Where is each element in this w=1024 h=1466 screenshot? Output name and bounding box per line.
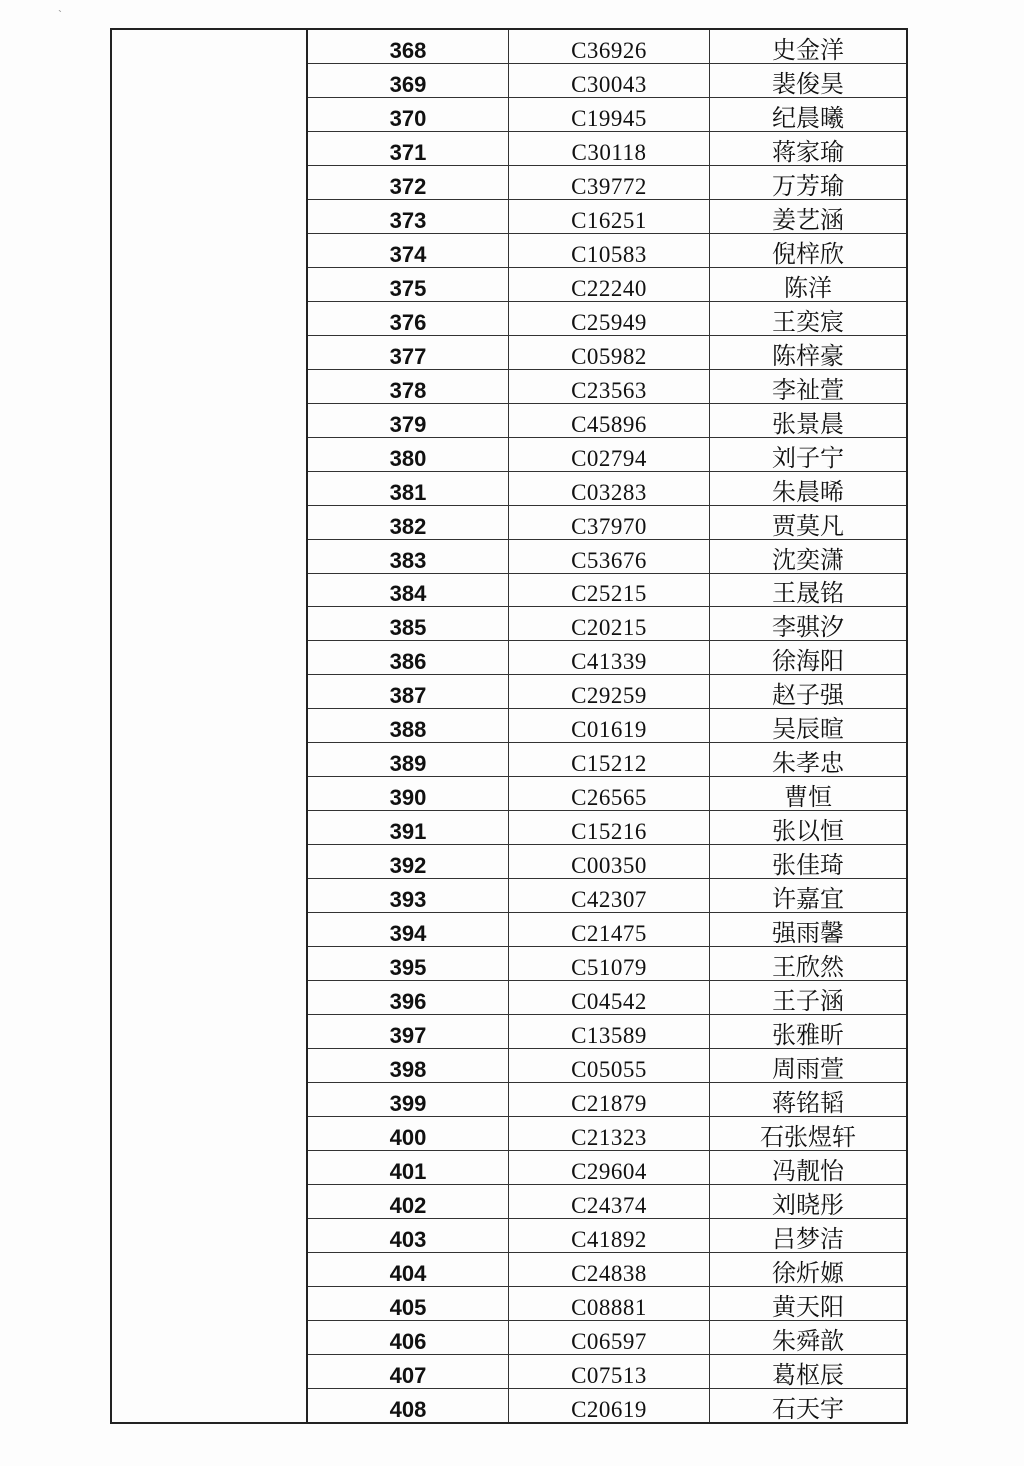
student-name: 李骐汐	[772, 613, 844, 642]
student-code: C37970	[509, 506, 710, 539]
row-number: 389	[308, 743, 509, 776]
student-code: C41892	[509, 1219, 710, 1252]
table-row	[308, 166, 906, 200]
table-row	[308, 1117, 906, 1151]
student-name: 许嘉宜	[772, 885, 844, 914]
student-name: 刘子宁	[772, 443, 844, 472]
student-name: 冯靓怡	[772, 1156, 844, 1185]
table-row	[308, 574, 906, 608]
row-number: 406	[308, 1321, 509, 1354]
student-table	[110, 28, 908, 1424]
row-number: 372	[308, 166, 509, 199]
table-row	[308, 302, 906, 336]
student-code: C30043	[509, 64, 710, 97]
table-row	[308, 1049, 906, 1083]
row-number: 392	[308, 845, 509, 878]
table-row	[308, 404, 906, 438]
table-row	[308, 913, 906, 947]
table-row	[308, 438, 906, 472]
student-code: C53676	[509, 540, 710, 573]
student-code: C36926	[509, 30, 710, 63]
student-name: 王欣然	[772, 953, 844, 982]
student-name: 石张煜轩	[760, 1122, 856, 1151]
row-number: 393	[308, 879, 509, 912]
row-number: 401	[308, 1151, 509, 1184]
student-code: C41339	[509, 641, 710, 674]
student-name: 陈洋	[784, 273, 832, 302]
row-number: 379	[308, 404, 509, 437]
row-number: 370	[308, 98, 509, 131]
table-row	[308, 506, 906, 540]
table-row	[308, 1321, 906, 1355]
table-row	[308, 743, 906, 777]
student-code: C03283	[509, 472, 710, 505]
student-code: C29604	[509, 1151, 710, 1184]
row-number: 405	[308, 1287, 509, 1320]
student-code: C00350	[509, 845, 710, 878]
table-row	[308, 336, 906, 370]
student-name: 李祉萱	[772, 375, 844, 404]
table-row	[308, 370, 906, 404]
student-code: C05982	[509, 336, 710, 369]
student-name: 沈奕潇	[772, 545, 844, 574]
row-number: 376	[308, 302, 509, 335]
row-number: 371	[308, 132, 509, 165]
row-number: 383	[308, 540, 509, 573]
table-row	[308, 1219, 906, 1253]
row-number: 404	[308, 1253, 509, 1286]
row-number: 377	[308, 336, 509, 369]
student-code: C42307	[509, 879, 710, 912]
row-number: 375	[308, 268, 509, 301]
student-name: 陈梓豪	[772, 341, 844, 370]
table-row	[308, 1015, 906, 1049]
student-name: 石天宇	[772, 1394, 844, 1423]
student-code: C20215	[509, 607, 710, 640]
table-row	[308, 1287, 906, 1321]
table-row	[308, 947, 906, 981]
table-row	[308, 1355, 906, 1389]
table-row	[308, 981, 906, 1015]
student-code: C51079	[509, 947, 710, 980]
row-number: 378	[308, 370, 509, 403]
table-row	[308, 777, 906, 811]
row-number: 403	[308, 1219, 509, 1252]
student-code: C21323	[509, 1117, 710, 1150]
student-name: 张雅昕	[772, 1021, 844, 1050]
table-row	[308, 607, 906, 641]
row-number: 381	[308, 472, 509, 505]
student-code: C02794	[509, 438, 710, 471]
row-number: 374	[308, 234, 509, 267]
row-number: 400	[308, 1117, 509, 1150]
student-code: C13589	[509, 1015, 710, 1048]
student-code: C21879	[509, 1083, 710, 1116]
row-number: 387	[308, 675, 509, 708]
student-name: 朱晨晞	[772, 477, 844, 506]
student-name: 吴辰暄	[772, 715, 844, 744]
student-code: C06597	[509, 1321, 710, 1354]
student-name: 强雨馨	[772, 919, 844, 948]
student-code: C01619	[509, 709, 710, 742]
row-number: 397	[308, 1015, 509, 1048]
row-number: 391	[308, 811, 509, 844]
table-row	[308, 811, 906, 845]
student-code: C24838	[509, 1253, 710, 1286]
student-code: C07513	[509, 1355, 710, 1388]
student-name: 王晟铭	[772, 579, 844, 608]
table-row	[308, 641, 906, 675]
student-code: C25215	[509, 574, 710, 607]
row-number: 385	[308, 607, 509, 640]
student-code: C24374	[509, 1185, 710, 1218]
student-code: C21475	[509, 913, 710, 946]
row-number: 407	[308, 1355, 509, 1388]
table-body	[308, 30, 906, 1422]
table-row	[308, 200, 906, 234]
row-number: 408	[308, 1389, 509, 1422]
student-name: 刘晓彤	[772, 1190, 844, 1219]
table-row	[308, 30, 906, 64]
student-code: C45896	[509, 404, 710, 437]
table-row	[308, 64, 906, 98]
student-name: 周雨萱	[772, 1055, 844, 1084]
student-code: C25949	[509, 302, 710, 335]
student-name: 史金洋	[772, 35, 844, 64]
row-number: 399	[308, 1083, 509, 1116]
student-name: 蒋铭韬	[772, 1089, 844, 1117]
row-number: 384	[308, 574, 509, 607]
row-number: 402	[308, 1185, 509, 1218]
student-name: 王子涵	[772, 987, 844, 1016]
row-number: 380	[308, 438, 509, 471]
student-name: 倪梓欣	[772, 239, 844, 268]
table-row	[308, 1389, 906, 1422]
student-name: 贾莫凡	[772, 511, 844, 540]
table-row	[308, 98, 906, 132]
row-number: 369	[308, 64, 509, 97]
student-code: C39772	[509, 166, 710, 199]
row-number: 396	[308, 981, 509, 1014]
table-row	[308, 675, 906, 709]
student-code: C22240	[509, 268, 710, 301]
student-name: 吕梦洁	[772, 1224, 844, 1253]
row-number: 368	[308, 30, 509, 63]
table-row	[308, 540, 906, 574]
student-code: C04542	[509, 981, 710, 1014]
row-number: 388	[308, 709, 509, 742]
student-name: 徐海阳	[772, 647, 844, 676]
student-code: C19945	[509, 98, 710, 131]
student-code: C08881	[509, 1287, 710, 1320]
student-name: 万芳瑜	[772, 171, 844, 200]
student-name: 裴俊昊	[772, 69, 844, 98]
table-row	[308, 1151, 906, 1185]
student-name: 王奕宸	[772, 307, 844, 336]
merged-empty-cell	[112, 30, 308, 1422]
student-name: 张景晨	[772, 409, 844, 438]
student-name: 徐炘嫄	[772, 1258, 844, 1287]
student-name: 蒋家瑜	[772, 137, 844, 166]
table-row	[308, 268, 906, 302]
table-row	[308, 1253, 906, 1287]
row-number: 398	[308, 1049, 509, 1082]
table-row	[308, 1083, 906, 1117]
student-code: C05055	[509, 1049, 710, 1082]
student-code: C15212	[509, 743, 710, 776]
student-code: C29259	[509, 675, 710, 708]
table-row	[308, 709, 906, 743]
row-number: 395	[308, 947, 509, 980]
student-code: C15216	[509, 811, 710, 844]
student-code: C26565	[509, 777, 710, 810]
row-number: 394	[308, 913, 509, 946]
student-code: C20619	[509, 1389, 710, 1422]
student-name: 朱舜歆	[772, 1326, 844, 1355]
row-number: 373	[308, 200, 509, 233]
student-code: C23563	[509, 370, 710, 403]
student-name: 纪晨曦	[772, 103, 844, 132]
table-row	[308, 132, 906, 166]
student-code: C10583	[509, 234, 710, 267]
student-name: 姜艺涵	[772, 205, 844, 234]
student-name: 黄天阳	[772, 1292, 844, 1321]
student-name: 赵子强	[772, 681, 844, 710]
table-row	[308, 234, 906, 268]
table-row	[308, 879, 906, 913]
student-code: C16251	[509, 200, 710, 233]
table-row	[308, 472, 906, 506]
student-name: 张佳琦	[772, 851, 844, 880]
row-number: 390	[308, 777, 509, 810]
table-row	[308, 845, 906, 879]
row-number: 382	[308, 506, 509, 539]
scan-speck: `	[58, 8, 62, 22]
student-name: 葛枢辰	[772, 1360, 844, 1389]
row-number: 386	[308, 641, 509, 674]
student-code: C30118	[509, 132, 710, 165]
student-name: 曹恒	[784, 783, 832, 812]
table-row	[308, 1185, 906, 1219]
student-name: 张以恒	[772, 817, 844, 846]
student-name: 朱孝忠	[772, 749, 844, 778]
